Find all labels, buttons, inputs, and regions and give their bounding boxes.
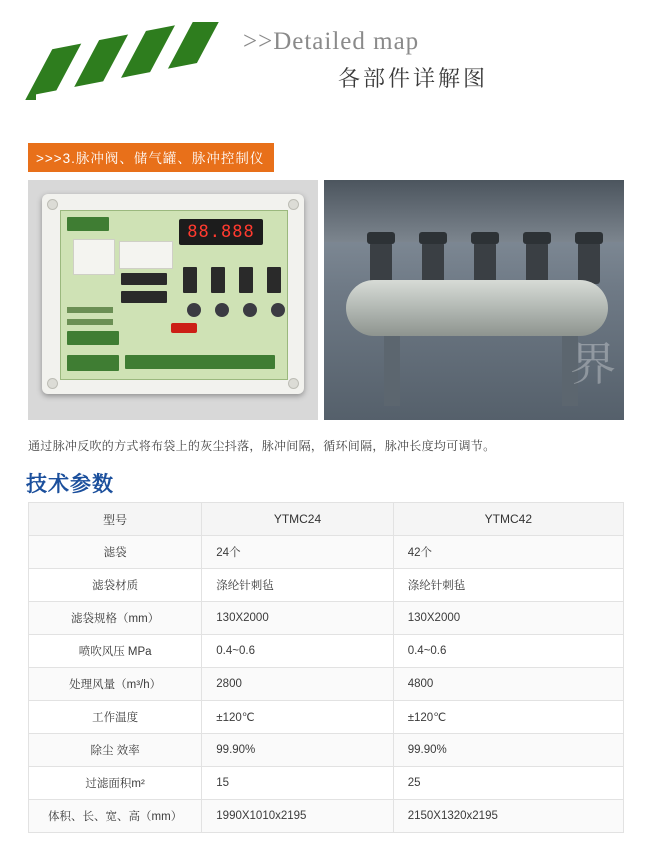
- table-row: [29, 734, 624, 767]
- pcb-trace: [67, 307, 113, 313]
- row-value-a: 2800: [202, 668, 393, 701]
- row-value-a: 0.4~0.6: [202, 635, 393, 668]
- table-row: [29, 701, 624, 734]
- spec-table: [28, 502, 624, 833]
- row-label: 滤袋规格（mm）: [29, 602, 202, 635]
- row-value-b: 42个: [393, 536, 623, 569]
- row-value-a: 15: [202, 767, 393, 800]
- valve-cap-icon: [419, 232, 447, 244]
- pcb-trace: [67, 319, 113, 325]
- spec-table-head: [29, 503, 624, 536]
- row-value-b: 2150X1320x2195: [393, 800, 623, 833]
- row-label: 除尘 效率: [29, 734, 202, 767]
- header-model: 型号: [29, 503, 202, 536]
- capacitor-icon: [271, 303, 285, 317]
- row-label: 体积、长、宽、高（mm）: [29, 800, 202, 833]
- screw-icon: [47, 378, 58, 389]
- section-title-badge: >>>3.脉冲阀、储气罐、脉冲控制仪: [28, 143, 274, 172]
- row-label: 过滤面积m²: [29, 767, 202, 800]
- air-tank-image: [324, 180, 624, 420]
- row-value-b: 99.90%: [393, 734, 623, 767]
- row-value-a: 1990X1010x2195: [202, 800, 393, 833]
- table-row: [29, 602, 624, 635]
- valve-cap-icon: [367, 232, 395, 244]
- row-value-b: ±120℃: [393, 701, 623, 734]
- row-value-b: 涤纶针刺毡: [393, 569, 623, 602]
- pulse-valve-icon: [474, 242, 496, 284]
- chip-icon: [239, 267, 253, 293]
- support-leg: [384, 336, 400, 406]
- page-header: [0, 0, 652, 110]
- red-indicator: [171, 323, 197, 333]
- row-label: 处理风量（m³/h）: [29, 668, 202, 701]
- controller-enclosure: [42, 194, 304, 394]
- table-row: [29, 668, 624, 701]
- capacitor-icon: [215, 303, 229, 317]
- table-header-row: [29, 503, 624, 536]
- table-row: [29, 767, 624, 800]
- table-row: [29, 800, 624, 833]
- row-value-b: 0.4~0.6: [393, 635, 623, 668]
- table-row: [29, 569, 624, 602]
- pulse-valve-icon: [526, 242, 548, 284]
- pulse-valve-icon: [370, 242, 392, 284]
- product-images: [28, 180, 624, 420]
- row-value-b: 25: [393, 767, 623, 800]
- row-label: 滤袋: [29, 536, 202, 569]
- row-value-b: 4800: [393, 668, 623, 701]
- capacitor-icon: [187, 303, 201, 317]
- valve-cap-icon: [471, 232, 499, 244]
- controller-digital-display: 88.888: [179, 219, 263, 245]
- terminal-block: [67, 355, 119, 371]
- header-title-cn: 各部件详解图: [338, 66, 489, 91]
- row-label: 喷吹风压 MPa: [29, 635, 202, 668]
- terminal-strip: [125, 355, 275, 369]
- relay-module: [73, 239, 115, 275]
- air-storage-tank: [346, 280, 608, 336]
- ic-socket: [119, 241, 173, 269]
- chip-icon: [211, 267, 225, 293]
- row-value-a: 99.90%: [202, 734, 393, 767]
- spec-table-body: [29, 536, 624, 833]
- chip-icon: [267, 267, 281, 293]
- spec-table-wrapper: [28, 502, 624, 833]
- pulse-valve-icon: [422, 242, 444, 284]
- tech-params-heading: 技术参数: [26, 473, 114, 496]
- row-label: 工作温度: [29, 701, 202, 734]
- terminal-block: [67, 217, 109, 231]
- row-label: 滤袋材质: [29, 569, 202, 602]
- screw-icon: [47, 199, 58, 210]
- chip-icon: [183, 267, 197, 293]
- header-ytmc42: YTMC42: [393, 503, 623, 536]
- row-value-a: 24个: [202, 536, 393, 569]
- chip-icon: [121, 291, 167, 303]
- controller-pcb: [60, 210, 288, 380]
- screw-icon: [288, 199, 299, 210]
- capacitor-icon: [243, 303, 257, 317]
- table-row: [29, 536, 624, 569]
- valve-cap-icon: [575, 232, 603, 244]
- watermark-text: 界: [570, 339, 618, 390]
- terminal-block: [67, 331, 119, 345]
- row-value-a: 130X2000: [202, 602, 393, 635]
- row-value-b: 130X2000: [393, 602, 623, 635]
- pulse-valve-icon: [578, 242, 600, 284]
- table-row: [29, 635, 624, 668]
- screw-icon: [288, 378, 299, 389]
- row-value-a: ±120℃: [202, 701, 393, 734]
- pulse-controller-image: [28, 180, 318, 420]
- row-value-a: 涤纶针刺毡: [202, 569, 393, 602]
- valve-cap-icon: [523, 232, 551, 244]
- brand-stripes-logo: [46, 30, 236, 90]
- image-caption: 通过脉冲反吹的方式将布袋上的灰尘抖落，脉冲间隔，循环间隔，脉冲长度均可调节。: [28, 439, 496, 453]
- header-title-en: >>Detailed map: [243, 28, 420, 55]
- header-ytmc24: YTMC24: [202, 503, 393, 536]
- chip-icon: [121, 273, 167, 285]
